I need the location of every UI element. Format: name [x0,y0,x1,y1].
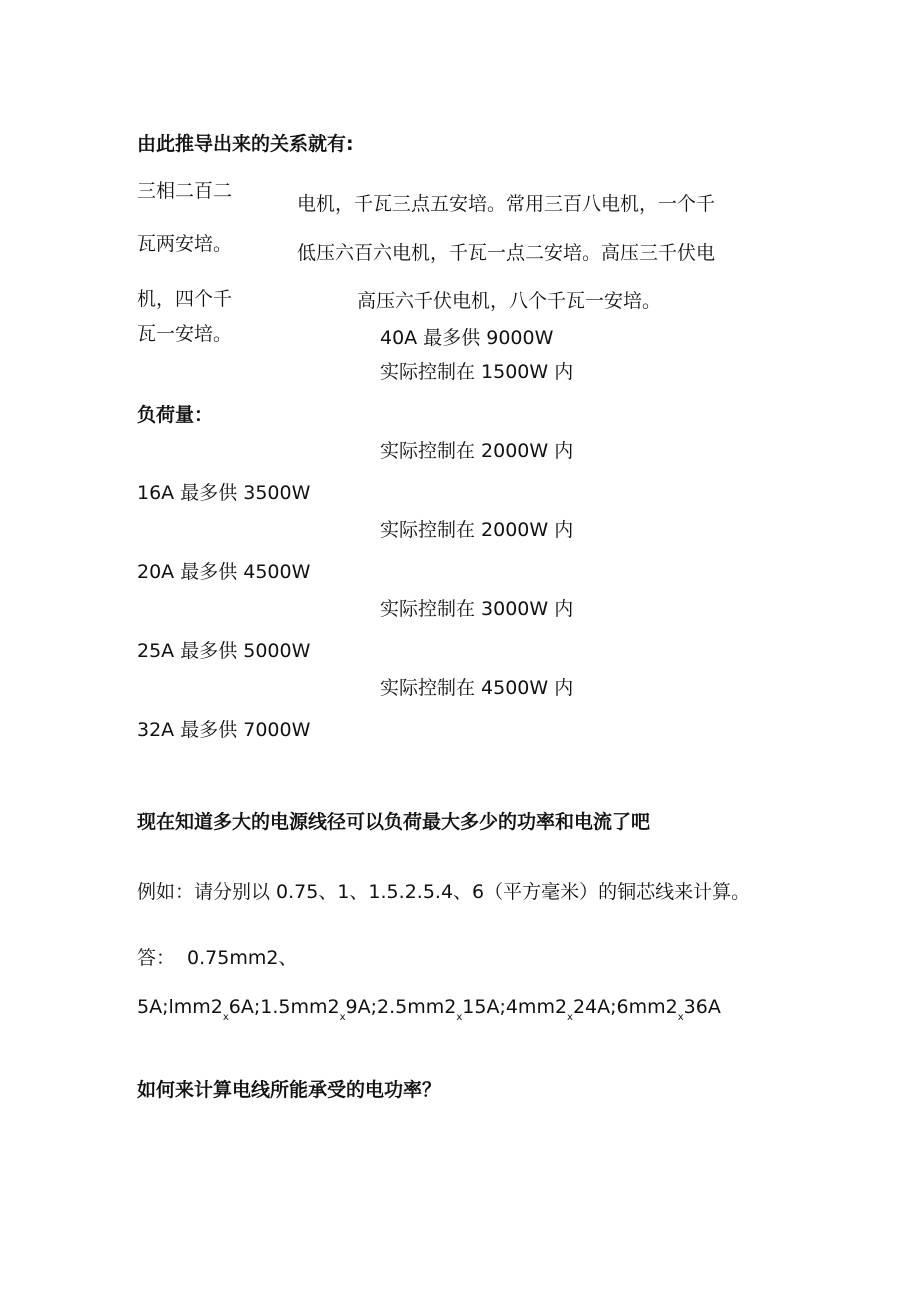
answer-seg-1: 5A;lmm2 [137,996,223,1018]
load-ctrl-2000-a: 实际控制在 2000W 内 [380,440,574,462]
load-20a: 20A 最多供 4500W [137,561,311,583]
right-col-line-3: 高压六千伏电机，八个千瓦一安培。 [357,290,662,312]
answer-seg-4: 15A;4mm2 [462,996,568,1018]
answer-label: 答： [137,947,176,969]
right-col-line-1: 电机，千瓦三点五安培。常用三百八电机，一个千 [297,193,716,215]
heading-relation: 由此推导出来的关系就有: [137,133,354,155]
load-title: 负荷量： [137,404,214,426]
heading-known: 现在知道多大的电源线径可以负荷最大多少的功率和电流了吧 [137,811,651,833]
answer-seg-5: 24A;6mm2 [572,996,678,1018]
left-col-line-3: 机，四个千 [137,288,233,310]
load-32a: 32A 最多供 7000W [137,719,311,741]
left-col-line-4: 瓦一安培。 [137,323,233,345]
answer-sub-1: x [222,1012,229,1023]
left-col-line-2: 瓦两安培。 [137,233,233,255]
answer-seg-2: 6A;1.5mm2 [228,996,340,1018]
answer-first: 0.75mm2、 [187,947,298,969]
load-16a: 16A 最多供 3500W [137,482,311,504]
heading-power: 如何来计算电线所能承受的电功率？ [137,1079,442,1101]
example-text: 例如：请分别以 0.75、1、1.5.2.5.4、6（平方毫米）的铜芯线来计算。 [137,881,751,903]
left-col-line-1: 三相二百二 [137,180,233,202]
load-40a: 40A 最多供 9000W [380,327,554,349]
load-ctrl-3000: 实际控制在 3000W 内 [380,598,574,620]
answer-sub-5: x [677,1012,684,1023]
answer-seg-3: 9A;2.5mm2 [345,996,457,1018]
right-col-line-2: 低压六百六电机，千瓦一点二安培。高压三千伏电 [297,242,716,264]
answer-sub-3: x [456,1012,463,1023]
answer-sub-4: x [567,1012,573,1023]
load-ctrl-4500: 实际控制在 4500W 内 [380,677,574,699]
load-ctrl-2000-b: 实际控制在 2000W 内 [380,519,574,541]
answer-line-2 [137,995,721,1023]
answer-line-1 [137,946,297,970]
answer-sub-2: x [339,1012,346,1023]
answer-seg-6: 36A [683,996,721,1018]
load-ctrl-1500: 实际控制在 1500W 内 [380,361,574,383]
load-25a: 25A 最多供 5000W [137,640,311,662]
